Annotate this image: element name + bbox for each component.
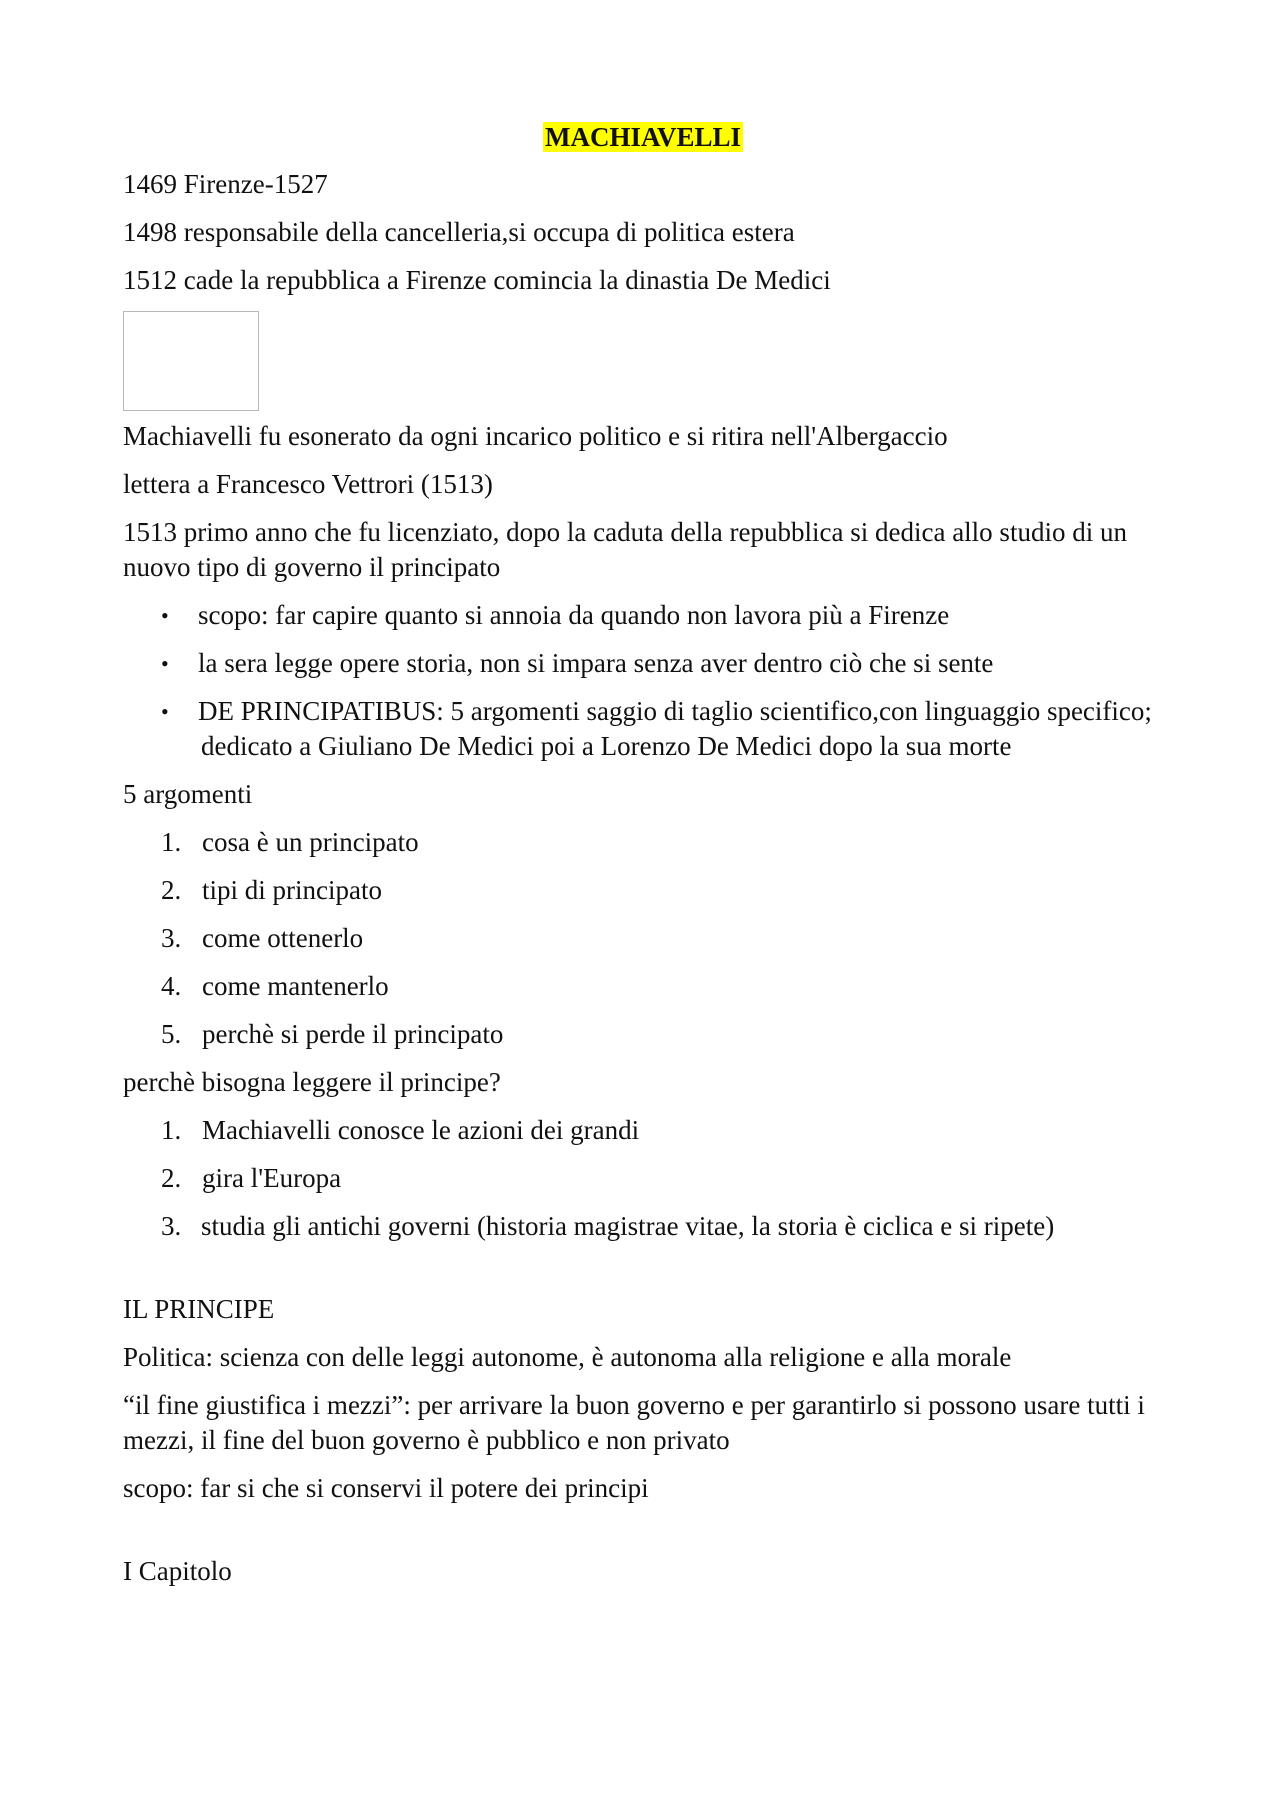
paragraph-fine-mezzi: “il fine giustifica i mezzi”: per arrivare la buon governo e per garantirlo si possono usare tutti i mezzi, il fine del buon governo è pubblico e non privato: [123, 1390, 1145, 1455]
list-number: 1.: [161, 1115, 182, 1145]
blank-line: [123, 1519, 1163, 1554]
bullet-item: [123, 646, 1163, 681]
list-text: studia gli antichi governi (historia magistrae vitae, la storia è ciclica e si ripete): [201, 1211, 1055, 1241]
list-text: Machiavelli conosce le azioni dei grandi: [202, 1115, 640, 1145]
list-text: come ottenerlo: [202, 923, 364, 953]
list-text: come mantenerlo: [202, 971, 389, 1001]
bullet-icon: •: [161, 699, 169, 724]
bullet-item: [123, 598, 1163, 633]
list-text: gira l'Europa: [202, 1163, 342, 1193]
paragraph-scopo: scopo: far si che si conservi il potere dei principi: [123, 1473, 649, 1503]
list-item: [123, 1161, 1163, 1196]
list-text: perchè si perde il principato: [202, 1019, 504, 1049]
bullet-icon: •: [161, 651, 169, 676]
list-number: 3.: [161, 923, 182, 953]
paragraph-chancellery: 1498 responsabile della cancelleria,si occupa di politica estera: [123, 217, 795, 247]
list-item: [123, 1017, 1163, 1052]
why-list: [123, 1113, 1163, 1244]
paragraph-republic-fall: 1512 cade la repubblica a Firenze comincia la dinastia De Medici: [123, 265, 831, 295]
list-number: 2.: [161, 1163, 182, 1193]
principe-heading: IL PRINCIPE: [123, 1294, 275, 1324]
paragraph-politica: Politica: scienza con delle leggi autonome, è autonoma alla religione e alla morale: [123, 1342, 1012, 1372]
bullet-text: scopo: far capire quanto si annoia da quando non lavora più a Firenze: [198, 600, 950, 630]
highlighted-title: MACHIAVELLI: [544, 122, 742, 152]
paragraph-letter-vettori: lettera a Francesco Vettrori (1513): [123, 469, 493, 499]
arguments-list: [123, 825, 1163, 1052]
list-item: [123, 1209, 1163, 1244]
why-heading: perchè bisogna leggere il principe?: [123, 1067, 501, 1097]
document-title: [123, 120, 1163, 155]
list-number: 1.: [161, 827, 182, 857]
list-number: 2.: [161, 875, 182, 905]
paragraph-exonerated: Machiavelli fu esonerato da ogni incarico politico e si ritira nell'Albergaccio: [123, 421, 948, 451]
blank-line: [123, 1257, 1163, 1292]
bullet-text: la sera legge opere storia, non si impara senza aver dentro ciò che si sente: [198, 648, 994, 678]
list-item: [123, 921, 1163, 956]
list-number: 5.: [161, 1019, 182, 1049]
list-number: 3.: [161, 1211, 182, 1241]
bullet-icon: •: [161, 603, 169, 628]
bullet-text: DE PRINCIPATIBUS: 5 argomenti saggio di taglio scientifico,con linguaggio specifico; dedicato a Giuliano De Medici poi a Lorenzo De Medici dopo la sua morte: [198, 696, 1152, 761]
list-item: [123, 969, 1163, 1004]
paragraph-1513: 1513 primo anno che fu licenziato, dopo la caduta della repubblica si dedica allo studio di un nuovo tipo di governo il principato: [123, 517, 1127, 582]
list-item: [123, 825, 1163, 860]
document-page: [123, 120, 1163, 1602]
list-number: 4.: [161, 971, 182, 1001]
list-text: cosa è un principato: [202, 827, 419, 857]
arguments-heading: 5 argomenti: [123, 779, 253, 809]
paragraph-birth-death: 1469 Firenze-1527: [123, 169, 328, 199]
list-item: [123, 873, 1163, 908]
chapter-heading: I Capitolo: [123, 1556, 232, 1586]
bullet-list: [123, 598, 1163, 764]
bullet-item: [123, 694, 1163, 764]
list-item: [123, 1113, 1163, 1148]
list-text: tipi di principato: [202, 875, 382, 905]
image-placeholder: [123, 311, 259, 411]
